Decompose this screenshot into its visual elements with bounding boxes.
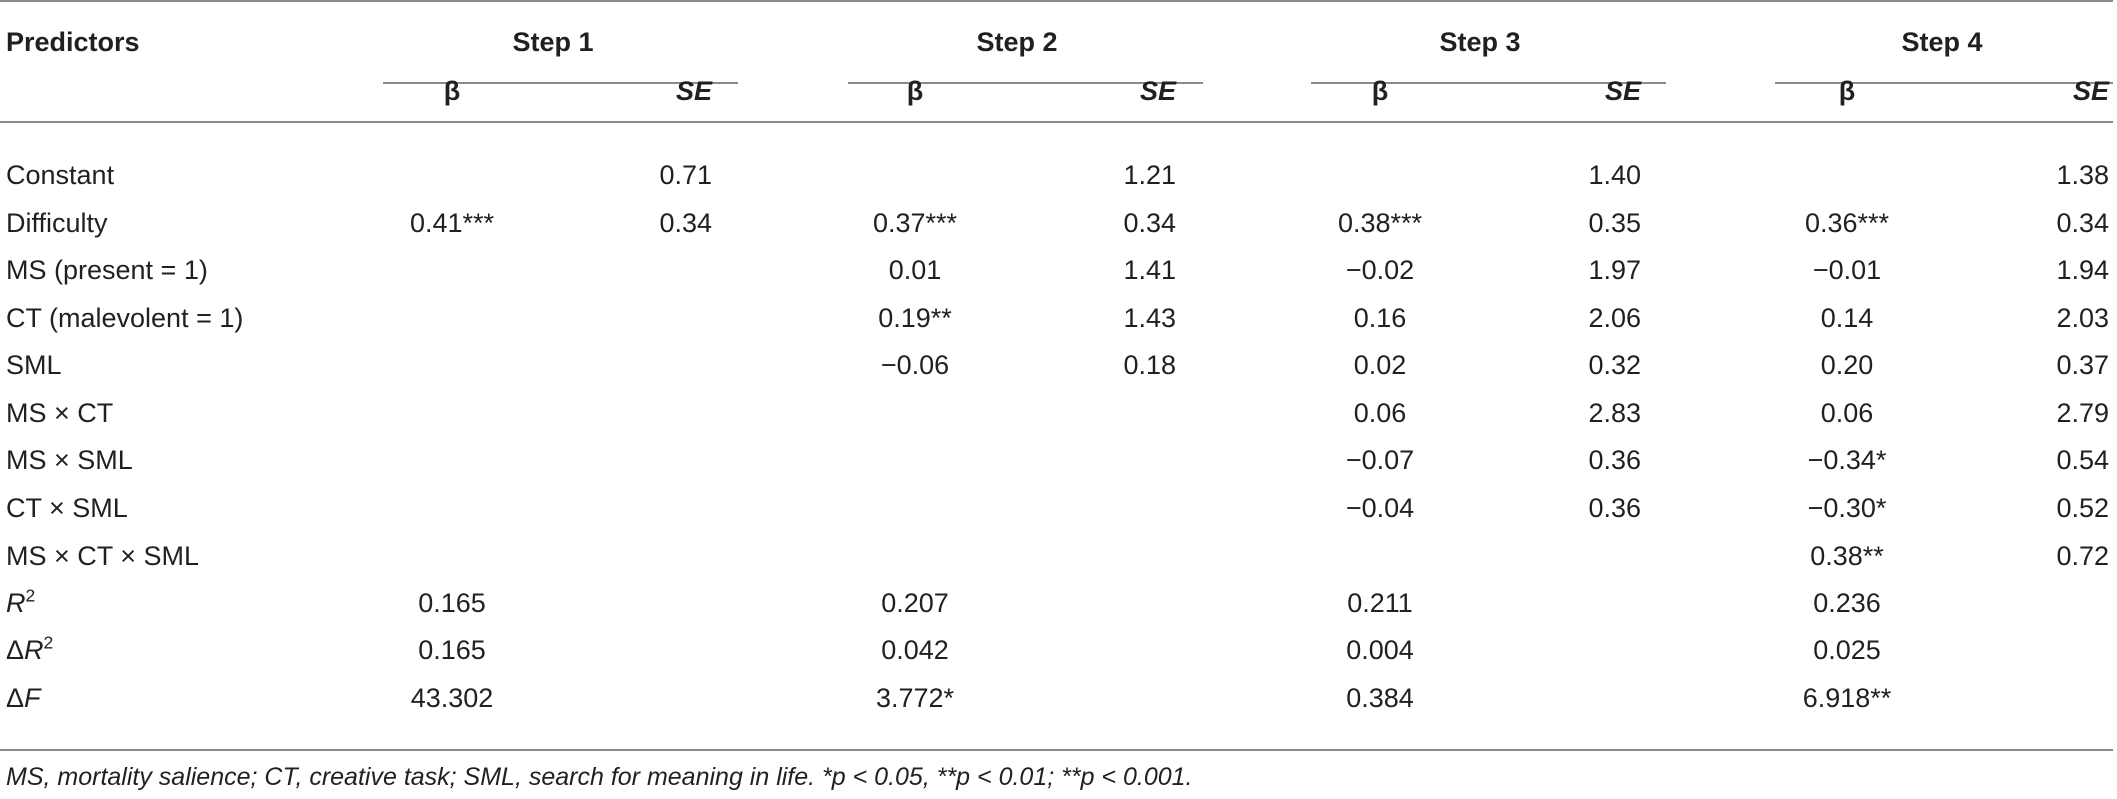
row-label: Difficulty [6,208,108,238]
row-label: MS × CT × SML [6,541,200,571]
stat-value: 3.772* [875,683,955,713]
beta-cell: −0.01 [1812,255,1882,285]
beta-cell: 0.01 [888,255,942,285]
beta-cell: 0.38*** [1337,208,1423,238]
r2-label [6,587,35,619]
beta-cell: −0.04 [1345,493,1415,523]
stat-value: 0.165 [418,635,486,665]
table-footnote: MS, mortality salience; CT, creative task; SML, search for meaning in life. *p < 0.05, **p < 0.01; **p < 0.001. [6,763,1193,791]
row-label: MS × CT [6,398,114,428]
stat-value: 0.025 [1813,635,1881,665]
se-cell: 0.18 [1123,350,1176,380]
se-cell: 1.94 [2056,255,2109,285]
se-cell: 0.36 [1588,493,1641,523]
row-label: SML [6,350,62,380]
se-cell: 0.72 [2056,541,2109,571]
predictors-header: Predictors [6,27,140,57]
step-3-header: Step 3 [1439,27,1521,57]
delta-symbol: Δ [6,635,25,665]
stat-value: 0.004 [1346,635,1414,665]
se-cell: 0.37 [2056,350,2109,380]
stat-value: 0.207 [881,588,949,618]
se-cell: 0.32 [1588,350,1641,380]
beta-cell: 0.06 [1820,398,1874,428]
beta-cell: 0.06 [1353,398,1407,428]
step-2-header: Step 2 [976,27,1058,57]
se-cell: 1.40 [1588,160,1641,190]
beta-cell: 0.16 [1353,303,1407,333]
se-cell: 0.36 [1588,445,1641,475]
step-2-se-header: SE [1139,76,1176,106]
superscript: 2 [43,632,54,653]
beta-cell: −0.07 [1345,445,1415,475]
stat-value: 43.302 [410,683,494,713]
row-label: MS × SML [6,445,133,475]
stat-letter: R [6,588,26,618]
beta-cell: 0.19** [878,303,952,333]
beta-cell: 0.41*** [409,208,495,238]
beta-cell: 0.02 [1353,350,1407,380]
delta-r2-label [6,634,53,666]
step-1-se-header: SE [675,76,712,106]
table-top-rule [0,0,2113,2]
se-cell: 1.43 [1123,303,1176,333]
beta-cell: 0.36*** [1804,208,1890,238]
se-cell: 1.38 [2056,160,2109,190]
se-cell: 0.34 [659,208,712,238]
stat-value: 0.042 [881,635,949,665]
beta-cell: 0.20 [1820,350,1874,380]
beta-cell: 0.38** [1810,541,1884,571]
se-cell: 2.03 [2056,303,2109,333]
step-4-header: Step 4 [1901,27,1983,57]
stat-value: 0.211 [1347,588,1413,618]
se-cell: 0.35 [1588,208,1641,238]
beta-cell: 0.14 [1820,303,1874,333]
step-4-rule [1775,82,2113,84]
step-3-se-header: SE [1604,76,1641,106]
se-cell: 0.71 [659,160,712,190]
se-cell: 1.41 [1123,255,1176,285]
row-label: CT × SML [6,493,128,523]
stat-value: 0.165 [418,588,486,618]
stat-value: 0.236 [1813,588,1881,618]
beta-cell: −0.30* [1807,493,1887,523]
step-4-beta-header: β [1838,76,1856,106]
beta-cell: −0.34* [1807,445,1887,475]
stat-letter: R [24,635,44,665]
se-cell: 2.79 [2056,398,2109,428]
header-bottom-rule [0,121,2113,123]
se-cell: 2.06 [1588,303,1641,333]
se-cell: 2.83 [1588,398,1641,428]
step-3-beta-header: β [1371,76,1389,106]
row-label: Constant [6,160,115,190]
se-cell: 0.34 [1123,208,1176,238]
se-cell: 1.21 [1123,160,1176,190]
beta-cell: −0.06 [880,350,950,380]
beta-cell: 0.37*** [872,208,958,238]
beta-cell: −0.02 [1345,255,1415,285]
row-label: CT (malevolent = 1) [6,303,244,333]
stat-letter: F [24,683,41,713]
step-2-beta-header: β [906,76,924,106]
se-cell: 0.34 [2056,208,2109,238]
stat-value: 0.384 [1346,683,1414,713]
se-cell: 1.97 [1588,255,1641,285]
delta-f-label [6,682,41,714]
se-cell: 0.52 [2056,493,2109,523]
step-1-beta-header: β [443,76,461,106]
step-4-se-header: SE [2072,76,2109,106]
stat-value: 6.918** [1802,683,1892,713]
row-label: MS (present = 1) [6,255,208,285]
superscript: 2 [25,585,36,606]
delta-symbol: Δ [6,683,25,713]
step-1-header: Step 1 [512,27,594,57]
se-cell: 0.54 [2056,445,2109,475]
table-bottom-rule [0,749,2113,751]
